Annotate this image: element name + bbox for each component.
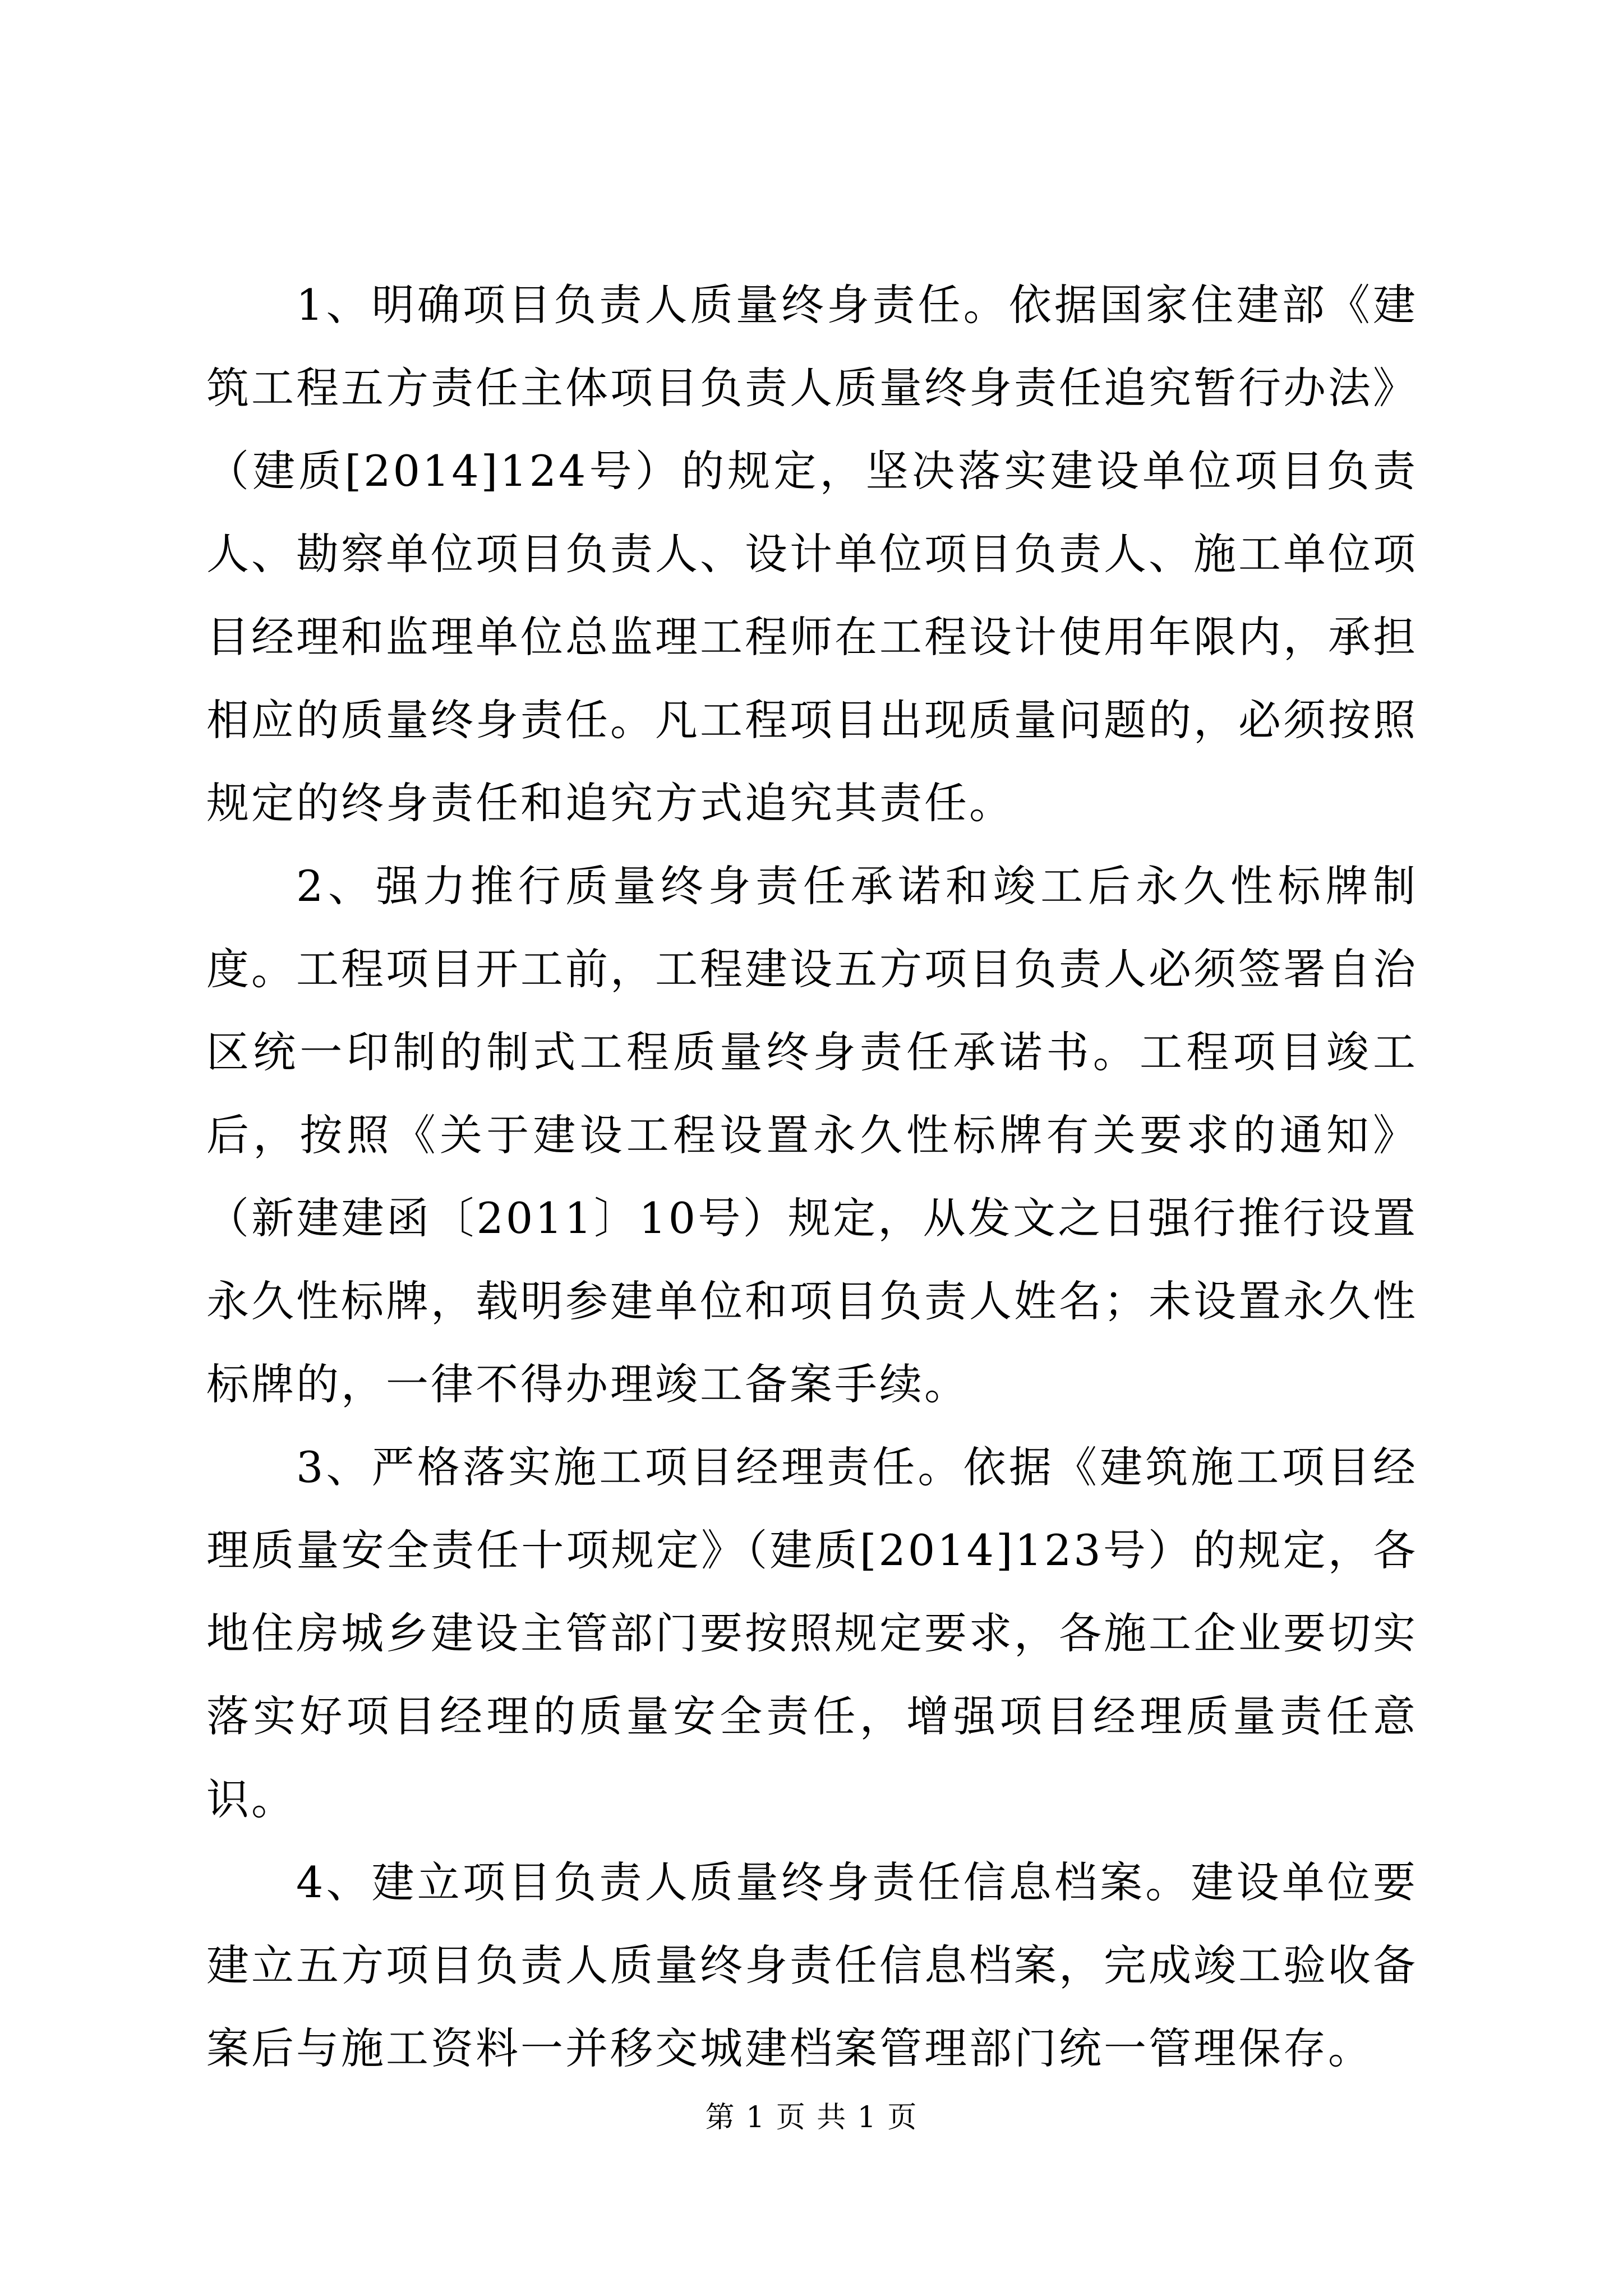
- paragraph-3: 3、严格落实施工项目经理责任。依据《建筑施工项目经理质量安全责任十项规定》（建质[2014]123号）的规定，各地住房城乡建设主管部门要按照规定要求，各施工企业要切实落实好项目经理的质量安全责任，增强项目经理质量责任意识。: [206, 1442, 1418, 1824]
- page-footer: 第 1 页 共 1 页: [705, 2101, 918, 2134]
- paragraph-4: 4、建立项目负责人质量终身责任信息档案。建设单位要建立五方项目负责人质量终身责任信息档案，完成竣工验收备案后与施工资料一并移交城建档案管理部门统一管理保存。: [206, 1857, 1418, 2073]
- document-body: [206, 264, 1418, 2090]
- paragraph-2: 2、强力推行质量终身责任承诺和竣工后永久性标牌制度。工程项目开工前，工程建设五方项目负责人必须签署自治区统一印制的制式工程质量终身责任承诺书。工程项目竣工后，按照《关于建设工程设置永久性标牌有关要求的通知》（新建建函〔2011〕10号）规定，从发文之日强行推行设置永久性标牌，载明参建单位和项目负责人姓名；未设置永久性标牌的，一律不得办理竣工备案手续。: [206, 861, 1418, 1409]
- paragraph-1: 1、明确项目负责人质量终身责任。依据国家住建部《建筑工程五方责任主体项目负责人质量终身责任追究暂行办法》（建质[2014]124号）的规定，坚决落实建设单位项目负责人、勘察单位项目负责人、设计单位项目负责人、施工单位项目经理和监理单位总监理工程师在工程设计使用年限内，承担相应的质量终身责任。凡工程项目出现质量问题的，必须按照规定的终身责任和追究方式追究其责任。: [206, 280, 1418, 828]
